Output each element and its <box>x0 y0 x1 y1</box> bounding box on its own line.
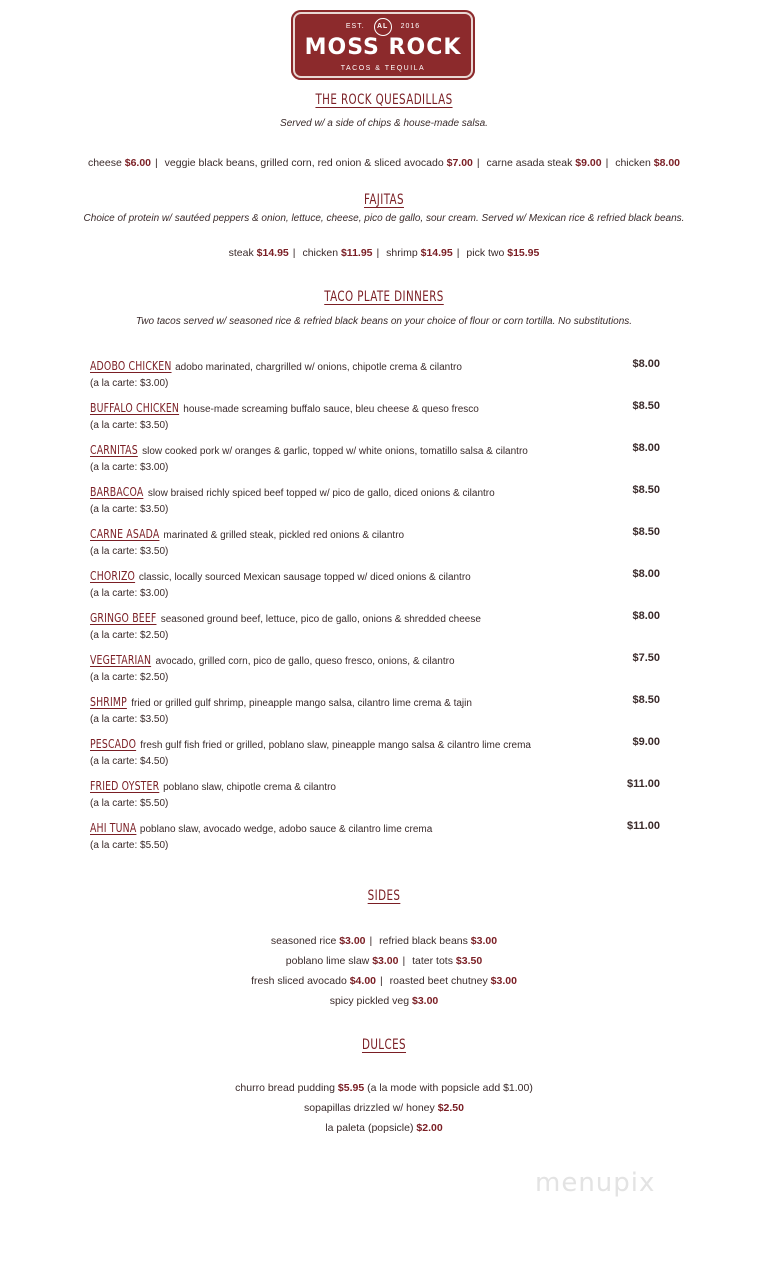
sides-line: fresh sliced avocado $4.00 | roasted beet chutney $3.00 <box>251 975 517 987</box>
taco-item <box>90 483 670 503</box>
taco-item-price: $8.50 <box>632 694 660 706</box>
taco-item-name: SHRIMP <box>90 695 127 709</box>
taco-item <box>90 735 670 755</box>
taco-item-price: $8.50 <box>632 526 660 538</box>
menu-item-price: $3.00 <box>470 935 498 947</box>
menu-item-price: $9.00 <box>575 157 602 169</box>
taco-item-alc: (a la carte: $3.00) <box>90 588 169 599</box>
taco-item-desc: fresh gulf fish fried or grilled, poblano slaw, pineapple mango salsa & cilantro lime crema <box>140 740 531 751</box>
menu-item-name: cheese <box>87 157 122 169</box>
quesadillas-items: cheese $6.00 | veggie black beans, grilled corn, red onion & sliced avocado $7.00 | carne asada steak $9.00 | chicken $8.00 <box>87 157 681 169</box>
logo-est-line <box>291 18 475 36</box>
fajitas-note: Choice of protein w/ sautéed peppers & onion, lettuce, cheese, pico de gallo, sour cream. Served w/ Mexican rice & refried black beans. <box>83 213 685 224</box>
taco-item-desc: seasoned ground beef, lettuce, pico de gallo, onions & shredded cheese <box>160 614 481 625</box>
menu-item-name: shrimp <box>386 247 418 259</box>
taco-item <box>90 567 670 587</box>
taco-item-desc: poblano slaw, avocado wedge, adobo sauce & cilantro lime crema <box>139 824 433 835</box>
taco-item-name: BUFFALO CHICKEN <box>90 401 180 415</box>
menu-item-name: poblano lime slaw <box>285 955 370 967</box>
taco-item-alc: (a la carte: $3.50) <box>90 504 169 515</box>
sides-line <box>0 995 768 1007</box>
menu-item-price: $14.95 <box>420 247 453 259</box>
dulces-line <box>0 1082 768 1094</box>
taco-item <box>90 609 670 629</box>
taco-item-price: $8.00 <box>632 358 660 370</box>
taco-item <box>90 777 670 797</box>
logo-est: EST. <box>345 23 365 30</box>
menu-item-name: sopapillas drizzled w/ honey <box>304 1102 435 1114</box>
taco-item-desc: fried or grilled gulf shrimp, pineapple mango salsa, cilantro lime crema & tajin <box>131 698 472 709</box>
sides-title: SIDES <box>367 888 401 904</box>
taco-item-name: ADOBO CHICKEN <box>90 359 172 373</box>
menu-item-name: spicy pickled veg <box>329 995 410 1007</box>
taco-item-price: $8.00 <box>632 568 660 580</box>
taco-item-price: $8.00 <box>632 442 660 454</box>
menu-item-name: carne asada steak <box>486 157 573 169</box>
taco-item-desc: poblano slaw, chipotle crema & cilantro <box>163 782 336 793</box>
menu-item-name: churro bread pudding <box>235 1082 335 1094</box>
watermark: menupix <box>535 1168 656 1198</box>
taco-item-alc: (a la carte: $3.50) <box>90 714 169 725</box>
taco-item-alc: (a la carte: $4.50) <box>90 756 169 767</box>
menu-item-name: chicken <box>302 247 339 259</box>
taco-item-name: FRIED OYSTER <box>90 779 160 793</box>
menu-item-name: la paleta (popsicle) <box>325 1122 414 1134</box>
taco-item <box>90 651 670 671</box>
taco-item-name: VEGETARIAN <box>90 653 152 667</box>
menu-item-price: $3.00 <box>339 935 366 947</box>
taco-item-name: BARBACOA <box>90 485 144 499</box>
menu-item-price: $3.00 <box>412 995 439 1007</box>
taco-item <box>90 525 670 545</box>
dulces-title: DULCES <box>361 1037 407 1053</box>
taco-item <box>90 693 670 713</box>
logo-name: MOSS ROCK <box>304 35 462 60</box>
menu-item-extra: (a la mode with popsicle add $1.00) <box>367 1082 533 1094</box>
tacos-note: Two tacos served w/ seasoned rice & refried black beans on your choice of flour or corn tortilla. No substitutions. <box>135 316 633 327</box>
taco-item <box>90 399 670 419</box>
menu-item-name: refried black beans <box>379 935 468 947</box>
taco-item-alc: (a la carte: $2.50) <box>90 672 169 683</box>
taco-item-alc: (a la carte: $3.00) <box>90 378 169 389</box>
taco-item-name: CARNITAS <box>90 443 138 457</box>
quesadillas-title: THE ROCK QUESADILLAS <box>315 92 453 108</box>
menu-item-price: $3.50 <box>455 955 483 967</box>
taco-item-price: $8.00 <box>632 610 660 622</box>
taco-item-price: $7.50 <box>632 652 660 664</box>
taco-item-price: $8.50 <box>632 484 660 496</box>
taco-item <box>90 441 670 461</box>
menu-item-price: $8.00 <box>653 157 681 169</box>
moss-rock-logo <box>291 10 475 80</box>
taco-item-alc: (a la carte: $5.50) <box>90 798 169 809</box>
taco-item-name: CARNE ASADA <box>90 527 160 541</box>
taco-item-desc: house-made screaming buffalo sauce, bleu cheese & queso fresco <box>183 404 479 415</box>
menu-item-price: $3.00 <box>372 955 399 967</box>
taco-item-desc: marinated & grilled steak, pickled red onions & cilantro <box>163 530 405 541</box>
logo-year: 2016 <box>400 23 421 30</box>
taco-item-price: $9.00 <box>632 736 660 748</box>
taco-item-name: PESCADO <box>90 737 137 751</box>
menu-item-name: fresh sliced avocado <box>251 975 347 987</box>
taco-item-price: $11.00 <box>626 820 660 832</box>
taco-item-name: AHI TUNA <box>90 821 137 835</box>
taco-item-price: $8.50 <box>632 400 660 412</box>
menu-item-name: veggie black beans, grilled corn, red onion & sliced avocado <box>164 157 444 169</box>
taco-item-alc: (a la carte: $2.50) <box>90 630 169 641</box>
menu-item-price: $3.00 <box>490 975 517 987</box>
menu-item-name: roasted beet chutney <box>389 975 488 987</box>
fajitas-title: FAJITAS <box>364 192 404 208</box>
sides-line: seasoned rice $3.00 | refried black beans $3.00 <box>270 935 498 947</box>
menu-item-name: steak <box>228 247 254 259</box>
taco-item-desc: adobo marinated, chargrilled w/ onions, chipotle crema & cilantro <box>175 362 462 373</box>
menu-item-price: $7.00 <box>446 157 473 169</box>
taco-item-price: $11.00 <box>626 778 660 790</box>
tacos-title: TACO PLATE DINNERS <box>324 289 444 305</box>
taco-item-name: CHORIZO <box>90 569 136 583</box>
taco-item <box>90 819 670 839</box>
sides-line: poblano lime slaw $3.00 | tater tots $3.50 <box>285 955 483 967</box>
taco-item-name: GRINGO BEEF <box>90 611 157 625</box>
menu-item-price: $2.00 <box>416 1122 443 1134</box>
taco-item-desc: slow braised richly spiced beef topped w/ pico de gallo, diced onions & cilantro <box>147 488 495 499</box>
taco-item-desc: avocado, grilled corn, pico de gallo, queso fresco, onions, & cilantro <box>155 656 455 667</box>
logo-tagline: TACOS & TEQUILA <box>340 65 426 72</box>
taco-item <box>90 357 670 377</box>
fajitas-items: steak $14.95 | chicken $11.95 | shrimp $14.95 | pick two $15.95 <box>228 247 540 259</box>
dulces-line <box>0 1122 768 1134</box>
menu-item-name: chicken <box>615 157 651 169</box>
menu-item-price: $14.95 <box>256 247 289 259</box>
menu-item-price: $5.95 <box>337 1082 365 1094</box>
menu-item-price: $15.95 <box>507 247 540 259</box>
taco-item-alc: (a la carte: $5.50) <box>90 840 169 851</box>
menu-item-name: tater tots <box>412 955 453 967</box>
logo-state-badge: AL <box>374 18 392 36</box>
menu-item-price: $11.95 <box>340 247 373 259</box>
taco-item-desc: classic, locally sourced Mexican sausage topped w/ diced onions & cilantro <box>138 572 471 583</box>
menu-item-price: $6.00 <box>124 157 152 169</box>
dulces-line <box>0 1102 768 1114</box>
menu-item-name: pick two <box>466 247 505 259</box>
menu-item-price: $2.50 <box>437 1102 464 1114</box>
menu-item-price: $4.00 <box>349 975 376 987</box>
taco-item-alc: (a la carte: $3.50) <box>90 546 169 557</box>
taco-item-alc: (a la carte: $3.50) <box>90 420 169 431</box>
quesadillas-note: Served w/ a side of chips & house-made salsa. <box>280 118 488 129</box>
taco-item-desc: slow cooked pork w/ oranges & garlic, topped w/ white onions, tomatillo salsa & cilantro <box>142 446 528 457</box>
menu-item-name: seasoned rice <box>270 935 337 947</box>
taco-item-alc: (a la carte: $3.00) <box>90 462 169 473</box>
